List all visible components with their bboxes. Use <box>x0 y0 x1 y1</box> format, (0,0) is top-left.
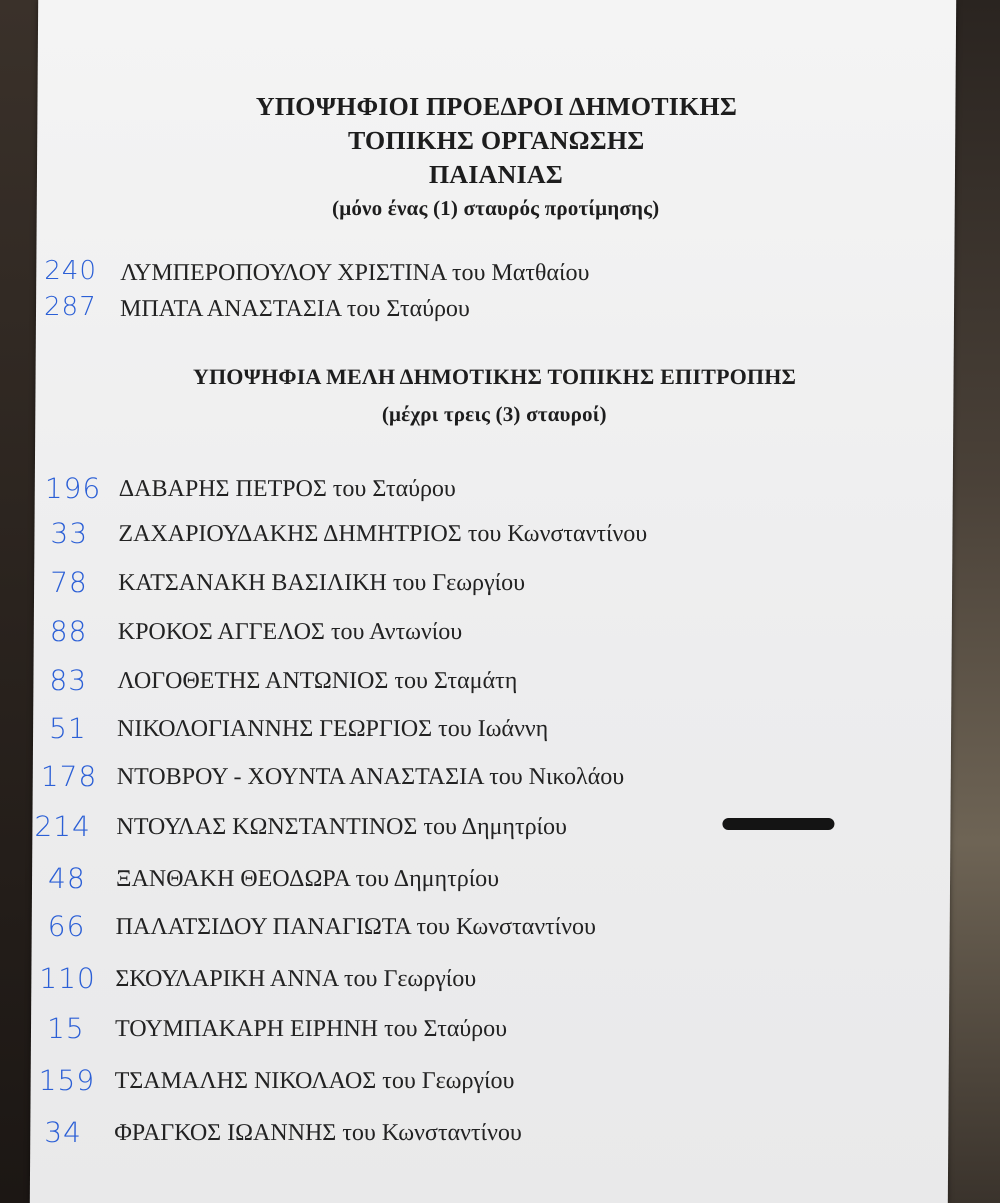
candidate-name: ΚΡΟΚΟΣ ΑΓΓΕΛΟΣ του Αντωνίου <box>117 619 463 645</box>
candidate-name: ΞΑΝΘΑΚΗ ΘΕΟΔΩΡΑ του Δημητρίου <box>115 866 500 892</box>
candidate-name: ΠΑΛΑΤΣΙΔΟΥ ΠΑΝΑΓΙΩΤΑ του Κωνσταντίνου <box>115 914 597 940</box>
handwritten-vote-count: 33 <box>50 517 89 550</box>
handwritten-vote-count: 51 <box>48 712 87 745</box>
candidate-name: ΝΤΟΥΛΑΣ ΚΩΝΣΤΑΝΤΙΝΟΣ του Δημητρίου <box>116 814 568 840</box>
handwritten-vote-count: 88 <box>49 615 88 648</box>
candidate-name: ΛΟΓΟΘΕΤΗΣ ΑΝΤΩΝΙΟΣ του Σταμάτη <box>117 668 518 694</box>
handwritten-vote-count: 240 <box>44 256 98 286</box>
handwritten-vote-count: 15 <box>46 1012 85 1045</box>
candidate-name: ΣΚΟΥΛΑΡΙΚΗ ΑΝΝΑ του Γεωργίου <box>115 966 477 992</box>
candidate-name: ΔΑΒΑΡΗΣ ΠΕΤΡΟΣ του Σταύρου <box>118 476 456 502</box>
handwritten-vote-count: 34 <box>44 1116 83 1149</box>
candidate-name: ΝΤΟΒΡΟΥ - ΧΟΥΝΤΑ ΑΝΑΣΤΑΣΙΑ του Νικολάου <box>116 764 625 790</box>
handwritten-vote-count: 178 <box>40 760 98 793</box>
handwritten-vote-count: 78 <box>50 566 88 599</box>
handwritten-vote-count: 196 <box>44 472 102 505</box>
handwritten-vote-count: 159 <box>38 1064 96 1097</box>
redaction-mark <box>722 818 834 830</box>
ballot-sheet <box>30 0 956 1203</box>
candidate-name: ΤΣΑΜΑΛΗΣ ΝΙΚΟΛΑΟΣ του Γεωργίου <box>114 1068 515 1094</box>
candidate-name: ΛΥΜΠΕΡΟΠΟΥΛΟΥ ΧΡΙΣΤΙΝΑ του Ματθαίου <box>120 260 590 286</box>
title-line-3: ΠΑΙΑΝΙΑΣ <box>428 160 564 189</box>
candidate-name: ΤΟΥΜΠΑΚΑΡΗ ΕΙΡΗΝΗ του Σταύρου <box>114 1016 508 1042</box>
candidate-name: ΦΡΑΓΚΟΣ ΙΩΑΝΝΗΣ του Κωνσταντίνου <box>114 1120 522 1146</box>
candidate-name: ΖΑΧΑΡΙΟΥΔΑΚΗΣ ΔΗΜΗΤΡΙΟΣ του Κωνσταντίνου <box>118 521 648 547</box>
handwritten-vote-count: 83 <box>49 664 88 697</box>
handwritten-vote-count: 66 <box>47 910 86 943</box>
candidate-name: ΝΙΚΟΛΟΓΙΑΝΝΗΣ ΓΕΩΡΓΙΟΣ του Ιωάννη <box>117 716 549 742</box>
handwritten-vote-count: 214 <box>34 810 91 843</box>
members-subtitle: (μέχρι τρεις (3) σταυροί) <box>381 402 607 426</box>
title-line-1: ΥΠΟΨΗΦΙΟΙ ΠΡΟΕΔΡΟΙ ΔΗΜΟΤΙΚΗΣ <box>255 92 738 121</box>
handwritten-vote-count: 287 <box>43 292 97 322</box>
handwritten-vote-count: 110 <box>39 962 96 995</box>
handwritten-vote-count: 48 <box>47 862 86 895</box>
candidate-name: ΜΠΑΤΑ ΑΝΑΣΤΑΣΙΑ του Σταύρου <box>119 296 470 322</box>
presidents-subtitle: (μόνο ένας (1) σταυρός προτίμησης) <box>332 196 660 220</box>
members-title: ΥΠΟΨΗΦΙΑ ΜΕΛΗ ΔΗΜΟΤΙΚΗΣ ΤΟΠΙΚΗΣ ΕΠΙΤΡΟΠΗΣ <box>192 364 797 389</box>
title-line-2: ΤΟΠΙΚΗΣ ΟΡΓΑΝΩΣΗΣ <box>347 126 645 155</box>
candidate-name: ΚΑΤΣΑΝΑΚΗ ΒΑΣΙΛΙΚΗ του Γεωργίου <box>118 570 526 596</box>
